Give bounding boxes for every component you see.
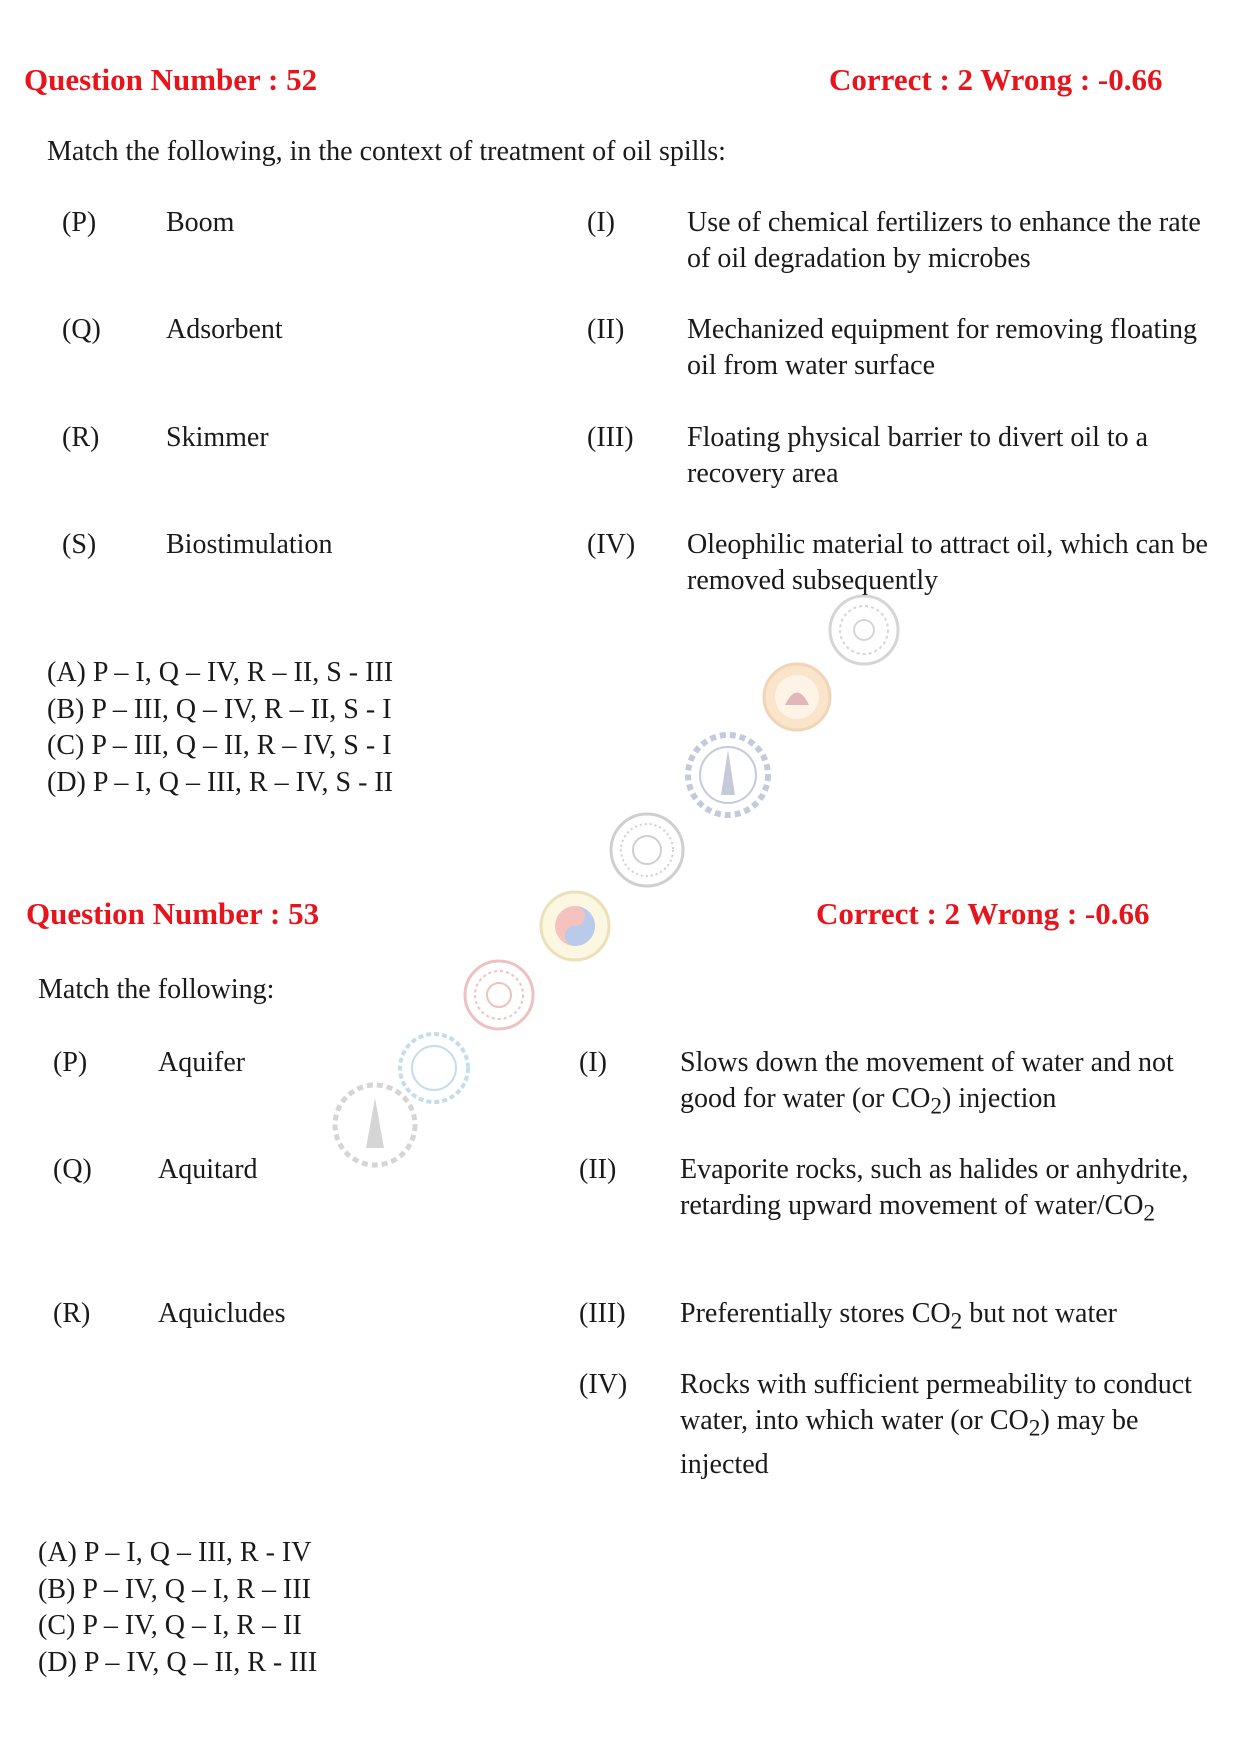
watermark-seal bbox=[607, 810, 687, 890]
option-c[interactable]: (C) P – III, Q – II, R – IV, S - I bbox=[47, 730, 392, 761]
right-label: (II) bbox=[579, 1154, 617, 1185]
right-description: Evaporite rocks, such as halides or anhydrite, retarding upward movement of water/$CO_2$ bbox=[680, 1154, 1189, 1227]
right-label: (III) bbox=[587, 422, 634, 453]
left-label: (R) bbox=[53, 1298, 91, 1329]
left-label: (Q) bbox=[53, 1154, 92, 1185]
question-stem: Match the following, in the context of treatment of oil spills: bbox=[47, 136, 726, 167]
left-label: (P) bbox=[62, 207, 97, 238]
right-label: (II) bbox=[587, 314, 625, 345]
answer-options bbox=[47, 655, 393, 801]
right-label: (IV) bbox=[587, 529, 636, 560]
left-label: (R) bbox=[62, 422, 100, 453]
option-d[interactable]: (D) P – IV, Q – II, R - III bbox=[38, 1646, 318, 1678]
watermark-seal bbox=[760, 660, 834, 734]
question-stem: Match the following: bbox=[38, 974, 275, 1005]
option-b[interactable]: (B) P – IV, Q – I, R – III bbox=[38, 1573, 311, 1605]
right-label: (III) bbox=[579, 1298, 626, 1329]
left-label: (Q) bbox=[62, 314, 101, 345]
watermark-seal bbox=[461, 957, 537, 1033]
watermark-seal bbox=[536, 887, 614, 965]
marking-scheme: Correct : 2 Wrong : -0.66 bbox=[829, 62, 1163, 97]
option-b[interactable]: (B) P – III, Q – IV, R – II, S - I bbox=[47, 693, 392, 725]
left-term: Aquitard bbox=[158, 1154, 258, 1185]
option-a[interactable]: (A) P – I, Q – IV, R – II, S - III bbox=[47, 657, 394, 688]
right-description: Rocks with sufficient permeability to conduct water, into which water (or $CO_2$) may be injected bbox=[680, 1369, 1192, 1480]
left-label: (S) bbox=[62, 529, 97, 560]
question-number: Question Number : 52 bbox=[24, 62, 318, 97]
right-description: Slows down the movement of water and not good for water (or $CO_2$) injection bbox=[680, 1047, 1174, 1120]
right-description: Oleophilic material to attract oil, which can be removed subsequently bbox=[687, 529, 1208, 596]
left-term: Aquicludes bbox=[158, 1298, 286, 1329]
left-term: Skimmer bbox=[166, 422, 269, 453]
right-description: Floating physical barrier to divert oil to a recovery area bbox=[687, 422, 1149, 489]
left-label: (P) bbox=[53, 1047, 88, 1078]
marking-scheme: Correct : 2 Wrong : -0.66 bbox=[816, 896, 1150, 931]
question-number: Question Number : 53 bbox=[26, 896, 320, 931]
option-c[interactable]: (C) P – IV, Q – I, R – II bbox=[38, 1610, 302, 1641]
right-description: Mechanized equipment for removing floating oil from water surface bbox=[687, 314, 1198, 381]
right-label: (I) bbox=[587, 207, 615, 238]
watermark-seal bbox=[683, 730, 773, 820]
left-term: Biostimulation bbox=[166, 529, 333, 560]
watermark-seal bbox=[330, 1080, 420, 1170]
left-term: Adsorbent bbox=[166, 314, 283, 345]
right-label: (IV) bbox=[579, 1369, 628, 1400]
right-description: Preferentially stores $CO_2$ but not water bbox=[680, 1298, 1118, 1335]
answer-options bbox=[38, 1535, 317, 1681]
left-term: Aquifer bbox=[158, 1047, 246, 1078]
option-d[interactable]: (D) P – I, Q – III, R – IV, S - II bbox=[47, 766, 394, 798]
option-a[interactable]: (A) P – I, Q – III, R - IV bbox=[38, 1537, 312, 1568]
right-label: (I) bbox=[579, 1047, 607, 1078]
left-term: Boom bbox=[166, 207, 235, 238]
watermark-seal bbox=[826, 592, 902, 668]
right-description: Use of chemical fertilizers to enhance the rate of oil degradation by microbes bbox=[687, 207, 1201, 274]
